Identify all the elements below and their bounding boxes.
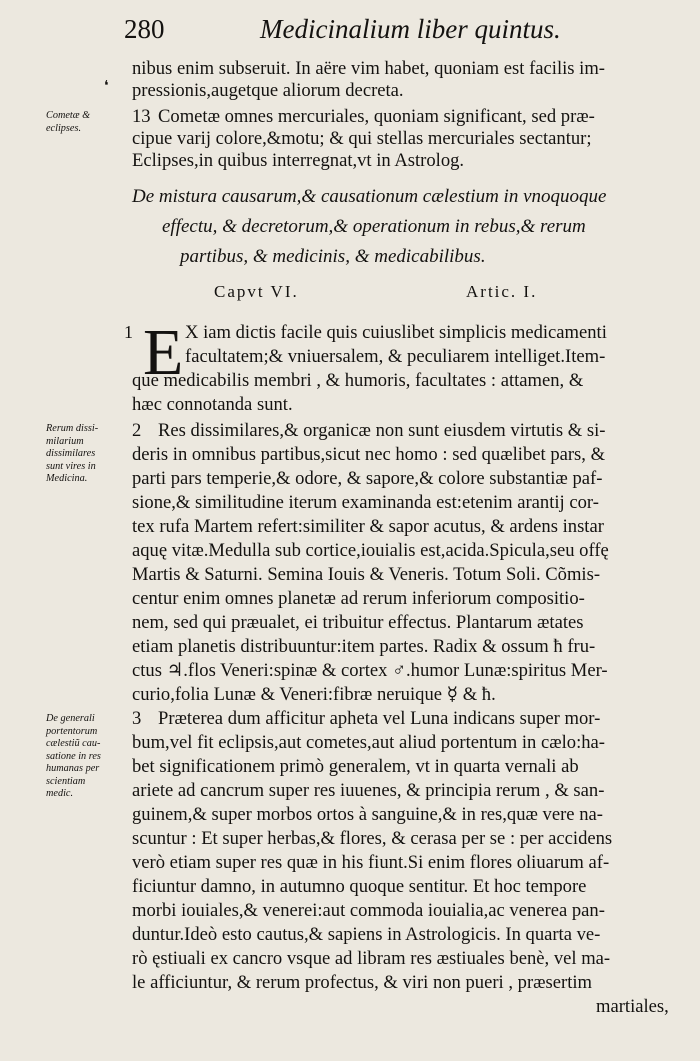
text-line: morbi iouiales,& venerei:aut commoda iouialia,ac venerea pan- — [132, 900, 605, 921]
article-heading: Artic. I. — [466, 282, 538, 301]
paragraph-number: 3 — [132, 708, 142, 729]
catchword: martiales, — [596, 996, 669, 1017]
text-line: hæc connotanda sunt. — [132, 394, 293, 415]
text-line: curio,folia Lunæ & Veneri:fibræ neruique ☿ & ħ. — [132, 684, 496, 705]
text-line: ctus ♃.flos Veneri:spinæ & cortex ♂.humor Lunæ:spiritus Mer- — [132, 660, 608, 681]
text-line: pressionis,augetque aliorum decreta. — [132, 80, 404, 101]
margin-note-de-generali: De generali portentorum cælestiũ cau- satione in res humanas per scientiam medic. — [46, 713, 101, 799]
paragraph-number: 13 — [132, 106, 151, 127]
text-line: deris in omnibus partibus,sicut nec homo : sed quælibet pars, & — [132, 444, 606, 465]
text-line: Martis & Saturni. Semina Iouis & Veneris. Totum Soli. Cõmis- — [132, 564, 601, 585]
text-line: parti pars temperie,& odore, & sapore,& colore substantiæ paf- — [132, 468, 603, 489]
text-line: aquę vitæ.Medulla sub cortice,iouialis est,acida.Spicula,seu offę — [132, 540, 609, 561]
paragraph-number: 2 — [132, 420, 142, 441]
section-title-line: partibus, & medicinis, & medicabilibus. — [180, 246, 486, 267]
text-line: nem, sed qui præualet, ei tribuitur effectus. Plantarum ætates — [132, 612, 584, 633]
text-line: etiam planetis distribuuntur:item partes. Radix & ossum ħ fru- — [132, 636, 596, 657]
text-line: rò ęstiuali ex cancro vsque ad libram res æstiuales benè, vel ma- — [132, 948, 611, 969]
text-line: 3 Præterea dum afficitur apheta vel Luna indicans super mor- — [132, 708, 601, 729]
section-title-line: De mistura causarum,& causationum cælestium in vnoquoque — [132, 186, 607, 207]
text-line: ariete ad cancrum super res iuuenes, & principia rerum , & san- — [132, 780, 605, 801]
text-line: facultatem;& vniuersalem, & peculiarem intelliget.Item- — [185, 346, 606, 367]
text-line: guinem,& super morbos ortos à sanguine,& in res,quæ vere na- — [132, 804, 603, 825]
text-line: bet significationem primò generalem, vt in quarta vernali ab — [132, 756, 579, 777]
margin-note-cometae: Cometæ & eclipses. — [46, 110, 91, 134]
margin-note-rerum: Rerum dissi- milarium dissimilares sunt vires in Medicina. — [46, 423, 99, 484]
margin-bullet-mark: ❛ — [104, 79, 109, 94]
page-number: 280 — [124, 14, 165, 44]
chapter-heading: Capvt VI. — [214, 282, 299, 301]
text-line: 13 Cometæ omnes mercuriales, quoniam significant, sed præ- — [132, 106, 595, 127]
text-line: que medicabilis membri , & humoris, facultates : attamen, & — [132, 370, 584, 391]
text-line: X iam dictis facile quis cuiuslibet simplicis medicamenti — [185, 322, 607, 343]
text-line: ficiuntur damno, in autumno quoque sentitur. Et hoc tempore — [132, 876, 587, 897]
running-head — [124, 10, 684, 50]
drop-cap: E — [143, 316, 184, 389]
text-line: duntur.Ideò esto cautus,& sapiens in Astrologicis. In quarta ve- — [132, 924, 601, 945]
paragraph-mark: 1 — [124, 322, 133, 342]
text-line: nibus enim subseruit. In aëre vim habet, quoniam est facilis im- — [132, 58, 605, 79]
text-line: scuntur : Et super herbas,& flores, & cerasa per se : per accidens — [132, 828, 613, 849]
section-title-line: effectu, & decretorum,& operationum in rebus,& rerum — [162, 216, 586, 237]
text-line: centur enim omnes planetæ ad rerum inferiorum compositio- — [132, 588, 585, 609]
text-line: 2 Res dissimilares,& organicæ non sunt eiusdem virtutis & si- — [132, 420, 606, 441]
text-line: sione,& similitudine iterum examinanda est:etenim arantij cor- — [132, 492, 599, 513]
text-line: cipue varij colore,&motu; & qui stellas mercuriales sectantur; — [132, 128, 592, 149]
text-line: le afficiuntur, & rerum profectus, & viri non pueri , præsertim — [132, 972, 593, 993]
text-line: Eclipses,in quibus interregnat,vt in Astrolog. — [132, 150, 465, 171]
text-line: verò etiam super res quæ in his fiunt.Si enim flores oliuarum af- — [132, 852, 610, 873]
running-title: Medicinalium liber quintus. — [260, 14, 561, 44]
text-line: tex rufa Martem refert:similiter & sapor acutus, & ardens instar — [132, 516, 604, 537]
text-line: bum,vel fit eclipsis,aut cometes,aut aliud portentum in cælo:ha- — [132, 732, 605, 753]
